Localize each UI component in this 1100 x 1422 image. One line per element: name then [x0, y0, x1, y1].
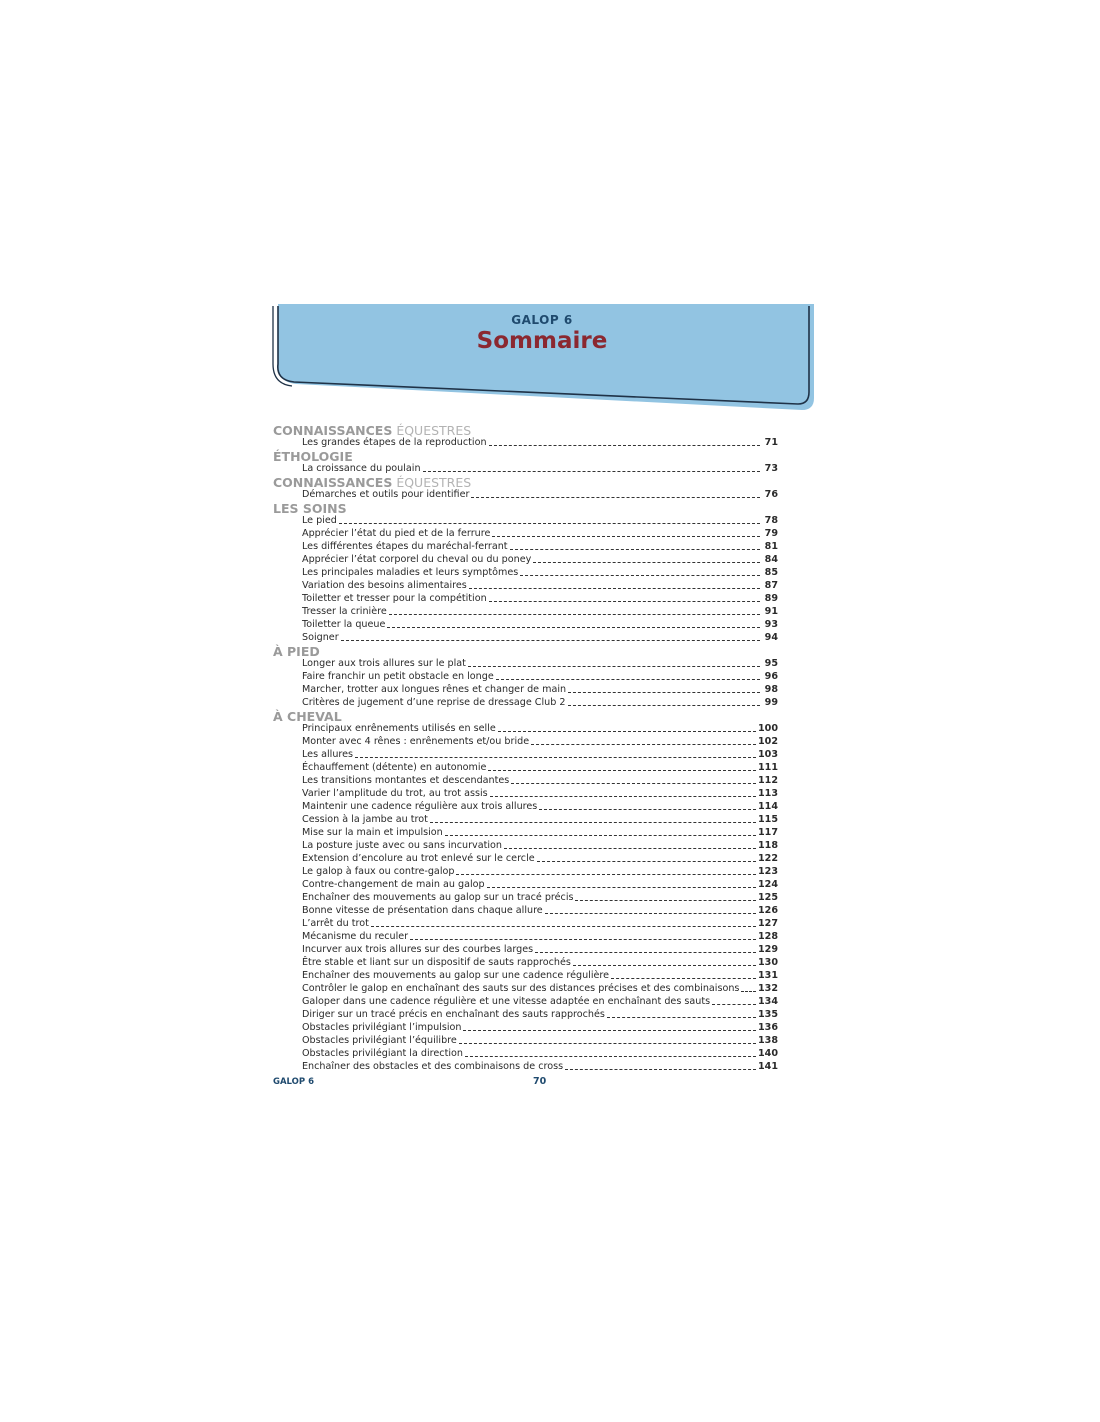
- toc-entry[interactable]: [302, 488, 778, 501]
- dot-leader: [487, 887, 756, 888]
- toc-entry-label: Enchaîner des mouvements au galop sur un tracé précis: [302, 892, 574, 903]
- toc-entry-page: 132: [757, 983, 778, 994]
- toc-entry-label: L’arrêt du trot: [302, 918, 369, 929]
- toc-entry[interactable]: [302, 930, 778, 943]
- toc-entry-page: 141: [757, 1061, 778, 1072]
- toc-entry-page: 73: [764, 463, 778, 474]
- toc-entry-label: Obstacles privilégiant l’impulsion: [302, 1022, 462, 1033]
- toc-entry-label: Les grandes étapes de la reproduction: [302, 437, 487, 448]
- toc-entry-label: Apprécier l’état corporel du cheval ou du poney: [302, 554, 532, 565]
- toc-entry[interactable]: [302, 514, 778, 527]
- toc-entry[interactable]: [302, 1047, 778, 1060]
- dot-leader: [410, 939, 756, 940]
- dot-leader: [537, 861, 756, 862]
- toc-entry-page: 100: [757, 723, 778, 734]
- dot-leader: [568, 705, 761, 706]
- toc-entry-page: 89: [764, 593, 778, 604]
- toc-entry-page: 102: [757, 736, 778, 747]
- toc-entry-page: 124: [757, 879, 778, 890]
- toc-entry[interactable]: [302, 878, 778, 891]
- dot-leader: [573, 965, 756, 966]
- toc-entry-label: Monter avec 4 rênes : enrênements et/ou bride: [302, 736, 530, 747]
- toc-entry[interactable]: [302, 995, 778, 1008]
- toc-entry-label: Les transitions montantes et descendantes: [302, 775, 510, 786]
- section-title-bold: CONNAISSANCES: [273, 423, 393, 438]
- toc-entry-page: 71: [764, 437, 778, 448]
- toc-entry-label: Contrôler le galop en enchaînant des sauts sur des distances précises et des combinaisons: [302, 983, 740, 994]
- section-title-bold: À CHEVAL: [273, 709, 342, 724]
- dot-leader: [430, 822, 756, 823]
- dot-leader: [607, 1017, 756, 1018]
- toc-entry-label: Toiletter la queue: [302, 619, 386, 630]
- toc-entry[interactable]: [302, 917, 778, 930]
- toc-section: [273, 645, 778, 709]
- toc-entry[interactable]: [302, 943, 778, 956]
- dot-leader: [389, 614, 760, 615]
- toc-entry-label: Galoper dans une cadence régulière et une vitesse adaptée en enchaînant des sauts: [302, 996, 711, 1007]
- toc-entry-label: Tresser la crinière: [302, 606, 387, 617]
- dot-leader: [545, 913, 756, 914]
- toc-entry[interactable]: [302, 579, 778, 592]
- section-title: [273, 476, 778, 488]
- toc-entry[interactable]: [302, 852, 778, 865]
- dot-leader: [511, 783, 756, 784]
- dot-leader: [535, 952, 756, 953]
- toc-entry-label: Échauffement (détente) en autonomie: [302, 762, 487, 773]
- section-title-bold: À PIED: [273, 644, 320, 659]
- toc-entry[interactable]: [302, 813, 778, 826]
- toc-entry-page: 117: [757, 827, 778, 838]
- toc-entry[interactable]: [302, 618, 778, 631]
- toc-entry-label: Incurver aux trois allures sur des courbes larges: [302, 944, 534, 955]
- table-of-contents: [273, 424, 778, 1073]
- toc-entry-label: Enchaîner des mouvements au galop sur une cadence régulière: [302, 970, 610, 981]
- toc-entry[interactable]: [302, 605, 778, 618]
- toc-entry-page: 95: [764, 658, 778, 669]
- toc-entry-label: Le pied: [302, 515, 337, 526]
- toc-entry-page: 140: [757, 1048, 778, 1059]
- dot-leader: [463, 1030, 755, 1031]
- dot-leader: [387, 627, 760, 628]
- toc-entry-label: Les différentes étapes du maréchal-ferrant: [302, 541, 508, 552]
- dot-leader: [741, 991, 756, 992]
- toc-entry[interactable]: [302, 696, 778, 709]
- toc-entry[interactable]: [302, 735, 778, 748]
- toc-entry-label: Les principales maladies et leurs symptômes: [302, 567, 519, 578]
- toc-entry-page: 103: [757, 749, 778, 760]
- toc-entry-label: Cession à la jambe au trot: [302, 814, 428, 825]
- toc-entry-page: 96: [764, 671, 778, 682]
- toc-entry-label: Enchaîner des obstacles et des combinaisons de cross: [302, 1061, 564, 1072]
- toc-entry[interactable]: [302, 774, 778, 787]
- toc-entry-label: Diriger sur un tracé précis en enchaînant des sauts rapprochés: [302, 1009, 605, 1020]
- toc-entry-page: 123: [757, 866, 778, 877]
- dot-leader: [533, 562, 760, 563]
- toc-entry[interactable]: [302, 826, 778, 839]
- section-title: [273, 502, 778, 514]
- toc-entry-label: Critères de jugement d’une reprise de dressage Club 2: [302, 697, 566, 708]
- toc-entry-label: Obstacles privilégiant l’équilibre: [302, 1035, 457, 1046]
- toc-entry-page: 94: [764, 632, 778, 643]
- toc-entry[interactable]: [302, 1008, 778, 1021]
- page-number: 70: [533, 1076, 547, 1087]
- dot-leader: [465, 1056, 756, 1057]
- toc-entry[interactable]: [302, 1021, 778, 1034]
- dot-leader: [492, 536, 760, 537]
- toc-entry[interactable]: [302, 748, 778, 761]
- toc-entry-page: 114: [757, 801, 778, 812]
- dot-leader: [504, 848, 756, 849]
- toc-entry-label: Marcher, trotter aux longues rênes et changer de main: [302, 684, 567, 695]
- dot-leader: [488, 770, 756, 771]
- toc-entry-label: Être stable et liant sur un dispositif de sauts rapprochés: [302, 957, 571, 968]
- toc-entry-label: Mécanisme du reculer: [302, 931, 409, 942]
- toc-entry[interactable]: [302, 865, 778, 878]
- toc-entry[interactable]: [302, 670, 778, 683]
- toc-section: [273, 476, 778, 501]
- toc-entry[interactable]: [302, 592, 778, 605]
- toc-section: [273, 424, 778, 449]
- dot-leader: [712, 1004, 756, 1005]
- toc-entry-page: 115: [757, 814, 778, 825]
- section-title: [273, 645, 778, 657]
- toc-entry[interactable]: [302, 683, 778, 696]
- section-title-bold: LES SOINS: [273, 501, 347, 516]
- dot-leader: [490, 796, 756, 797]
- toc-entry-label: Longer aux trois allures sur le plat: [302, 658, 466, 669]
- toc-entry-page: 87: [764, 580, 778, 591]
- toc-entry-label: La posture juste avec ou sans incurvation: [302, 840, 502, 851]
- toc-entry[interactable]: [302, 553, 778, 566]
- toc-entry[interactable]: [302, 657, 778, 670]
- toc-entry[interactable]: [302, 761, 778, 774]
- toc-entry[interactable]: [302, 787, 778, 800]
- toc-entry-page: 99: [764, 697, 778, 708]
- toc-entry-page: 85: [764, 567, 778, 578]
- toc-entry-page: 125: [757, 892, 778, 903]
- dot-leader: [498, 731, 756, 732]
- dot-leader: [355, 757, 756, 758]
- toc-section: [273, 450, 778, 475]
- dot-leader: [341, 640, 760, 641]
- dot-leader: [510, 549, 760, 550]
- dot-leader: [489, 445, 760, 446]
- toc-entry-page: 130: [757, 957, 778, 968]
- toc-entry-page: 93: [764, 619, 778, 630]
- dot-leader: [468, 666, 760, 667]
- toc-entry[interactable]: [302, 969, 778, 982]
- section-title-bold: ÉTHOLOGIE: [273, 449, 353, 464]
- header: [268, 304, 816, 412]
- toc-entry-page: 78: [764, 515, 778, 526]
- toc-entry-label: Contre-changement de main au galop: [302, 879, 485, 890]
- toc-entry[interactable]: [302, 436, 778, 449]
- toc-entry-page: 128: [757, 931, 778, 942]
- section-title: [273, 424, 778, 436]
- toc-entry[interactable]: [302, 800, 778, 813]
- toc-entry-page: 81: [764, 541, 778, 552]
- dot-leader: [531, 744, 756, 745]
- toc-entry-page: 129: [757, 944, 778, 955]
- toc-entry[interactable]: [302, 1060, 778, 1073]
- dot-leader: [459, 1043, 756, 1044]
- toc-entry[interactable]: [302, 540, 778, 553]
- toc-entry-label: Démarches et outils pour identifier: [302, 489, 470, 500]
- toc-entry[interactable]: [302, 891, 778, 904]
- dot-leader: [539, 809, 756, 810]
- section-title: [273, 450, 778, 462]
- page-title: Sommaire: [476, 328, 608, 354]
- dot-leader: [520, 575, 760, 576]
- toc-entry[interactable]: [302, 982, 778, 995]
- toc-entry-page: 113: [757, 788, 778, 799]
- dot-leader: [371, 926, 756, 927]
- toc-entry-page: 127: [757, 918, 778, 929]
- toc-entry-label: Extension d’encolure au trot enlevé sur le cercle: [302, 853, 535, 864]
- toc-entry-page: 76: [764, 489, 778, 500]
- toc-section: [273, 502, 778, 644]
- toc-entry-label: Mise sur la main et impulsion: [302, 827, 443, 838]
- dot-leader: [568, 692, 760, 693]
- toc-entry[interactable]: [302, 839, 778, 852]
- dot-leader: [471, 497, 760, 498]
- toc-entry-label: Bonne vitesse de présentation dans chaque allure: [302, 905, 543, 916]
- header-level-label: GALOP 6: [511, 313, 573, 327]
- dot-leader: [565, 1069, 756, 1070]
- section-title-bold: CONNAISSANCES: [273, 475, 393, 490]
- toc-entry-label: Obstacles privilégiant la direction: [302, 1048, 463, 1059]
- dot-leader: [575, 900, 755, 901]
- dot-leader: [496, 679, 760, 680]
- section-title: [273, 710, 778, 722]
- toc-entry-label: Varier l’amplitude du trot, au trot assis: [302, 788, 488, 799]
- toc-entry[interactable]: [302, 956, 778, 969]
- toc-entry-label: Toiletter et tresser pour la compétition: [302, 593, 487, 604]
- toc-entry-label: Le galop à faux ou contre-galop: [302, 866, 455, 877]
- dot-leader: [339, 523, 760, 524]
- toc-entry[interactable]: [302, 722, 778, 735]
- toc-entry[interactable]: [302, 904, 778, 917]
- toc-entry-page: 136: [757, 1022, 778, 1033]
- toc-entry[interactable]: [302, 566, 778, 579]
- toc-entry-page: 122: [757, 853, 778, 864]
- toc-entry[interactable]: [302, 631, 778, 644]
- toc-entry-page: 91: [764, 606, 778, 617]
- toc-entry-label: Soigner: [302, 632, 339, 643]
- dot-leader: [423, 471, 760, 472]
- toc-entry-page: 134: [757, 996, 778, 1007]
- toc-entry-label: Maintenir une cadence régulière aux trois allures: [302, 801, 538, 812]
- toc-entry-page: 79: [764, 528, 778, 539]
- toc-entry-page: 135: [757, 1009, 778, 1020]
- toc-entry-label: Variation des besoins alimentaires: [302, 580, 467, 591]
- toc-entry-label: Faire franchir un petit obstacle en longe: [302, 671, 494, 682]
- toc-entry[interactable]: [302, 527, 778, 540]
- section-title-light: ÉQUESTRES: [392, 475, 472, 490]
- toc-entry-page: 111: [757, 762, 778, 773]
- toc-entry-page: 118: [757, 840, 778, 851]
- dot-leader: [489, 601, 760, 602]
- toc-entry-label: Apprécier l’état du pied et de la ferrure: [302, 528, 491, 539]
- footer-level-label: GALOP 6: [273, 1077, 314, 1087]
- toc-entry-page: 138: [757, 1035, 778, 1046]
- dot-leader: [611, 978, 756, 979]
- dot-leader: [456, 874, 756, 875]
- toc-entry[interactable]: [302, 462, 778, 475]
- dot-leader: [445, 835, 756, 836]
- toc-entry-page: 112: [757, 775, 778, 786]
- toc-entry-page: 98: [764, 684, 778, 695]
- toc-entry-label: Les allures: [302, 749, 354, 760]
- toc-section: [273, 710, 778, 1073]
- section-title-light: ÉQUESTRES: [392, 423, 472, 438]
- toc-entry-label: La croissance du poulain: [302, 463, 421, 474]
- toc-entry-label: Principaux enrênements utilisés en selle: [302, 723, 496, 734]
- toc-entry-page: 84: [764, 554, 778, 565]
- dot-leader: [469, 588, 760, 589]
- toc-entry[interactable]: [302, 1034, 778, 1047]
- toc-entry-page: 131: [757, 970, 778, 981]
- toc-entry-page: 126: [757, 905, 778, 916]
